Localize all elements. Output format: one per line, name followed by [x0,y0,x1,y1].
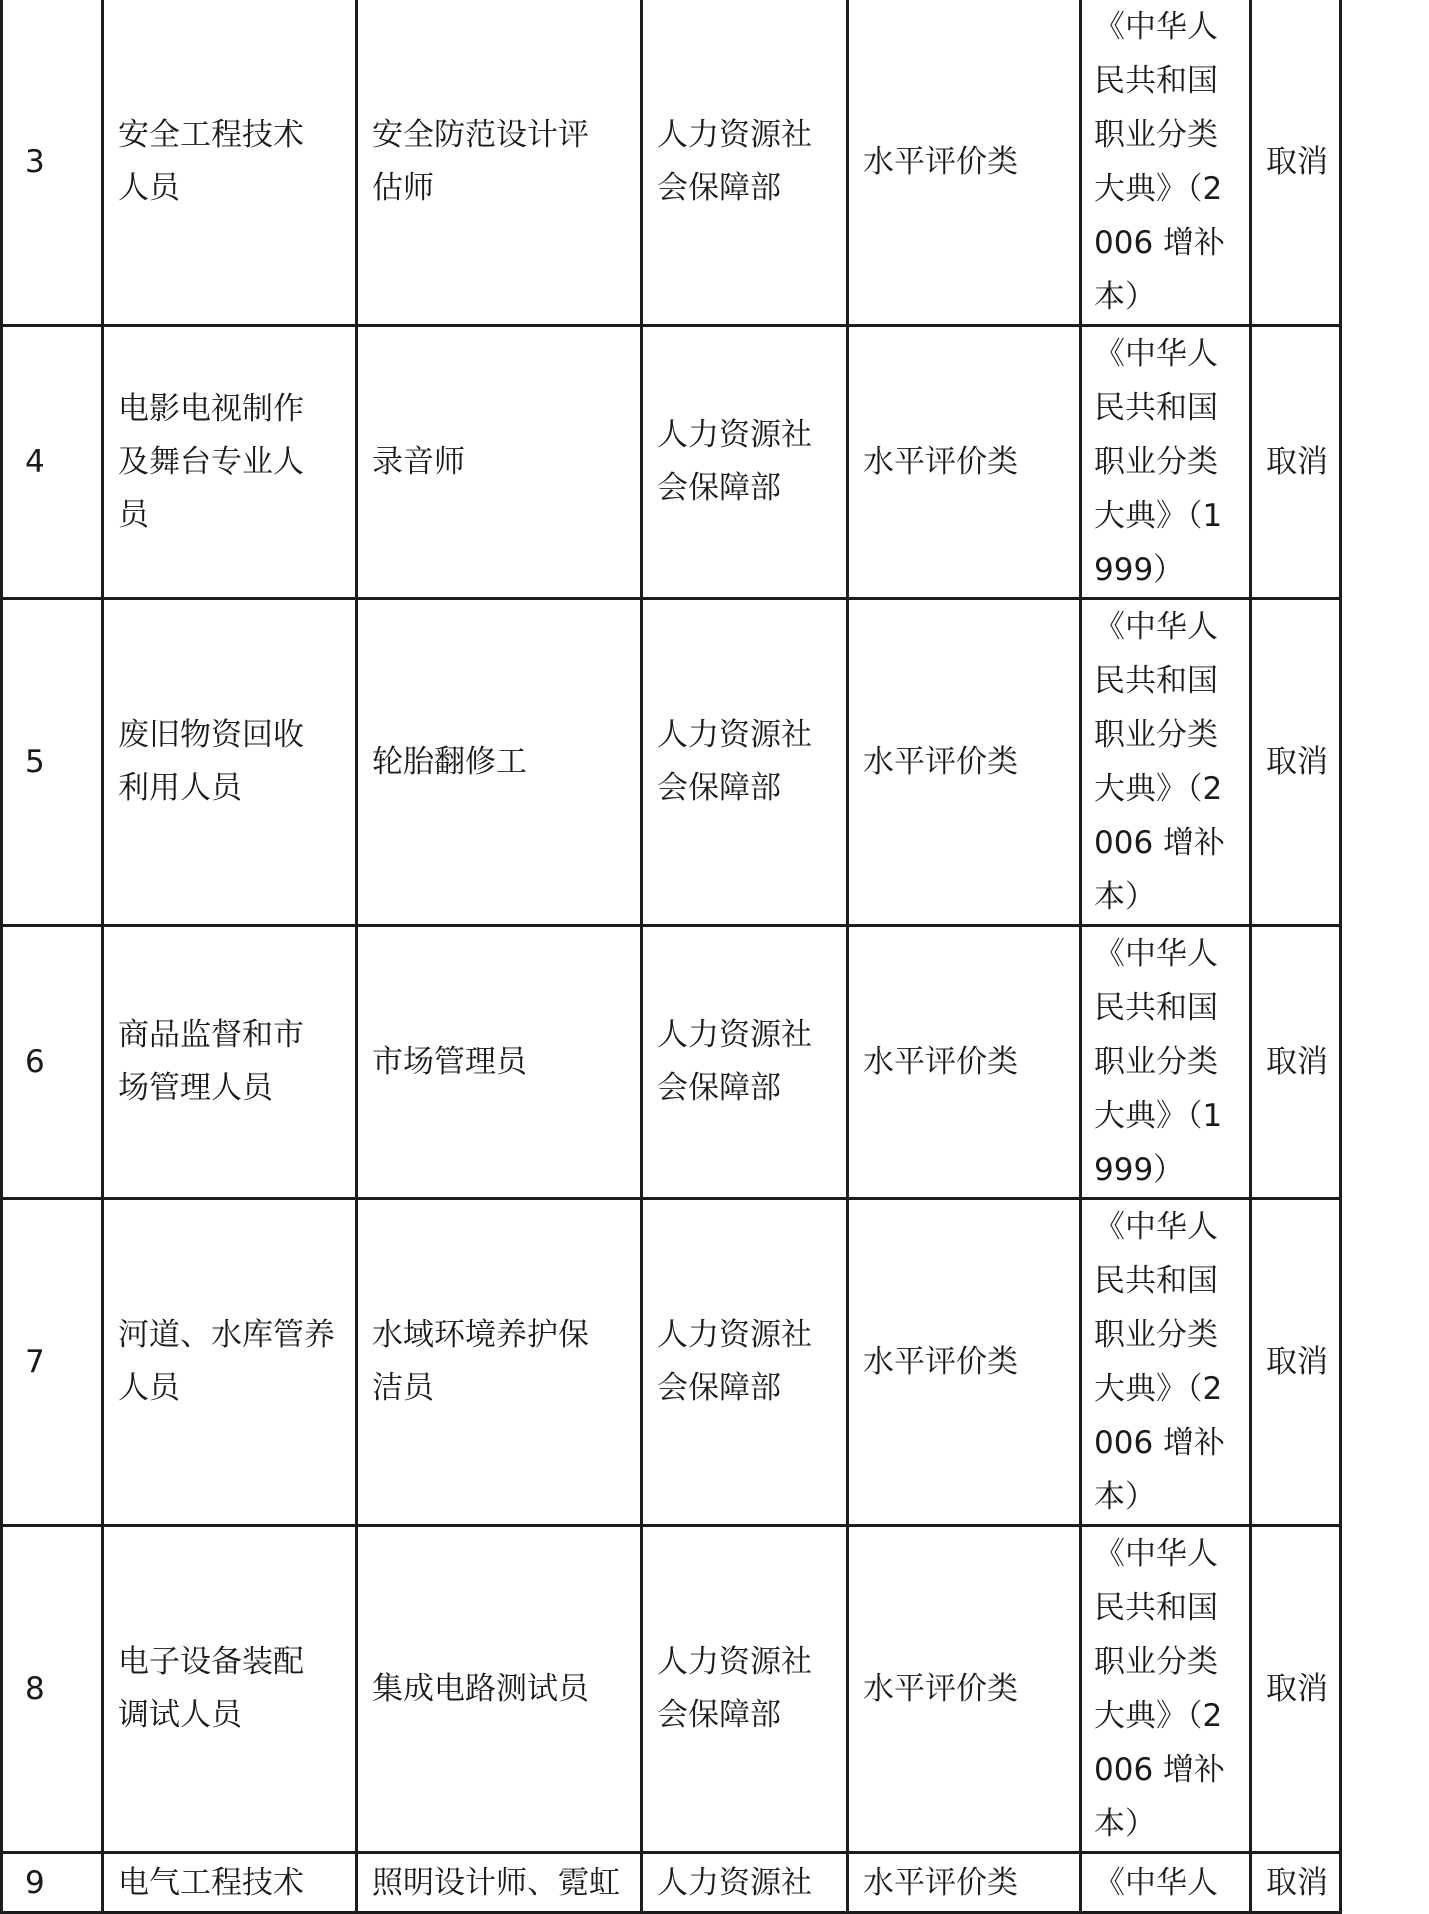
responsible-department-cell [642,599,848,926]
classification-basis-cell [1081,1853,1251,1913]
classification-basis: 《中华人 民共和国 职业分类 大典》（2 006 增补 本） [1094,609,1226,915]
action-cell-cell [1251,926,1341,1199]
responsible-department: 人力资源社 会保障部 [657,117,812,206]
row-number-cell [2,326,103,599]
occupation-name: 市场管理员 [372,1043,527,1080]
action-cell: 取消 [1266,743,1328,780]
table-row [2,926,1341,1199]
responsible-department: 人力资源社 会保障部 [657,1644,812,1733]
action-cell-cell [1251,326,1341,599]
occupation-category: 安全工程技术 人员 [118,117,304,206]
classification-basis: 《中华人 民共和国 职业分类 大典》（1 999） [1094,336,1223,588]
table-row [2,0,1341,326]
classification-basis-cell [1081,1199,1251,1526]
evaluation-type-cell [848,1199,1081,1526]
occupation-name: 照明设计师、霓虹 [372,1864,620,1901]
row-number: 4 [25,443,45,480]
occupation-category-cell [103,599,357,926]
occupation-name-cell [357,926,642,1199]
classification-basis: 《中华人 民共和国 职业分类 大典》（2 006 增补 本） [1094,1536,1226,1842]
occupation-name: 水域环境养护保 洁员 [372,1317,589,1406]
evaluation-type: 水平评价类 [863,1343,1018,1380]
action-cell-cell [1251,1526,1341,1853]
row-number-cell [2,1526,103,1853]
evaluation-type-cell [848,1853,1081,1913]
evaluation-type: 水平评价类 [863,1864,1018,1901]
action-cell: 取消 [1266,443,1328,480]
table-row [2,1853,1341,1913]
evaluation-type: 水平评价类 [863,143,1018,180]
classification-basis: 《中华人 [1094,1864,1218,1901]
responsible-department: 人力资源社 会保障部 [657,717,812,806]
row-number: 6 [25,1043,45,1080]
responsible-department: 人力资源社 会保障部 [657,417,812,506]
action-cell: 取消 [1266,1343,1328,1380]
action-cell: 取消 [1266,1043,1328,1080]
row-number-cell [2,0,103,326]
occupation-name-cell [357,599,642,926]
evaluation-type-cell [848,1526,1081,1853]
evaluation-type-cell [848,599,1081,926]
occupation-category-cell [103,326,357,599]
occupation-category: 河道、水库管养 人员 [118,1317,335,1406]
action-cell: 取消 [1266,1670,1328,1707]
responsible-department-cell [642,1853,848,1913]
occupation-category: 电子设备装配 调试人员 [118,1644,304,1733]
classification-basis-cell [1081,0,1251,326]
row-number-cell [2,1853,103,1913]
row-number-cell [2,599,103,926]
classification-basis: 《中华人 民共和国 职业分类 大典》（2 006 增补 本） [1094,9,1226,315]
classification-basis-cell [1081,599,1251,926]
responsible-department-cell [642,326,848,599]
responsible-department-cell [642,1526,848,1853]
occupation-category: 电气工程技术 [118,1864,304,1901]
occupation-category-cell [103,1199,357,1526]
occupation-category: 商品监督和市 场管理人员 [118,1017,304,1106]
classification-basis: 《中华人 民共和国 职业分类 大典》（1 999） [1094,936,1223,1188]
evaluation-type: 水平评价类 [863,1043,1018,1080]
action-cell: 取消 [1266,1864,1328,1901]
row-number: 7 [25,1343,45,1380]
occupation-name-cell [357,1199,642,1526]
occupation-name: 安全防范设计评 估师 [372,117,589,206]
table-row [2,1199,1341,1526]
action-cell-cell [1251,0,1341,326]
classification-basis: 《中华人 民共和国 职业分类 大典》（2 006 增补 本） [1094,1209,1226,1515]
responsible-department: 人力资源社 [657,1864,812,1901]
evaluation-type-cell [848,0,1081,326]
evaluation-type-cell [848,326,1081,599]
occupation-category-cell [103,0,357,326]
occupation-name: 集成电路测试员 [372,1670,589,1707]
responsible-department: 人力资源社 会保障部 [657,1017,812,1106]
action-cell-cell [1251,1199,1341,1526]
occupation-category: 废旧物资回收 利用人员 [118,717,304,806]
row-number: 3 [25,143,45,180]
action-cell-cell [1251,1853,1341,1913]
action-cell: 取消 [1266,143,1328,180]
responsible-department: 人力资源社 会保障部 [657,1317,812,1406]
row-number: 9 [25,1864,45,1901]
occupation-name-cell [357,326,642,599]
responsible-department-cell [642,926,848,1199]
occupation-name-cell [357,1853,642,1913]
occupation-name-cell [357,0,642,326]
classification-basis-cell [1081,926,1251,1199]
occupation-category-cell [103,926,357,1199]
occupation-category: 电影电视制作 及舞台专业人 员 [118,390,304,533]
evaluation-type: 水平评价类 [863,443,1018,480]
occupation-name-cell [357,1526,642,1853]
table-row [2,326,1341,599]
evaluation-type: 水平评价类 [863,743,1018,780]
occupation-name: 轮胎翻修工 [372,743,527,780]
responsible-department-cell [642,0,848,326]
action-cell-cell [1251,599,1341,926]
occupation-category-cell [103,1853,357,1913]
evaluation-type: 水平评价类 [863,1670,1018,1707]
row-number-cell [2,1199,103,1526]
table-row [2,1526,1341,1853]
occupation-name: 录音师 [372,443,465,480]
classification-basis-cell [1081,326,1251,599]
table-row [2,599,1341,926]
row-number-cell [2,926,103,1199]
row-number: 5 [25,743,45,780]
evaluation-type-cell [848,926,1081,1199]
responsible-department-cell [642,1199,848,1526]
table-body [2,0,1341,1913]
occupation-category-cell [103,1526,357,1853]
row-number: 8 [25,1670,45,1707]
classification-basis-cell [1081,1526,1251,1853]
